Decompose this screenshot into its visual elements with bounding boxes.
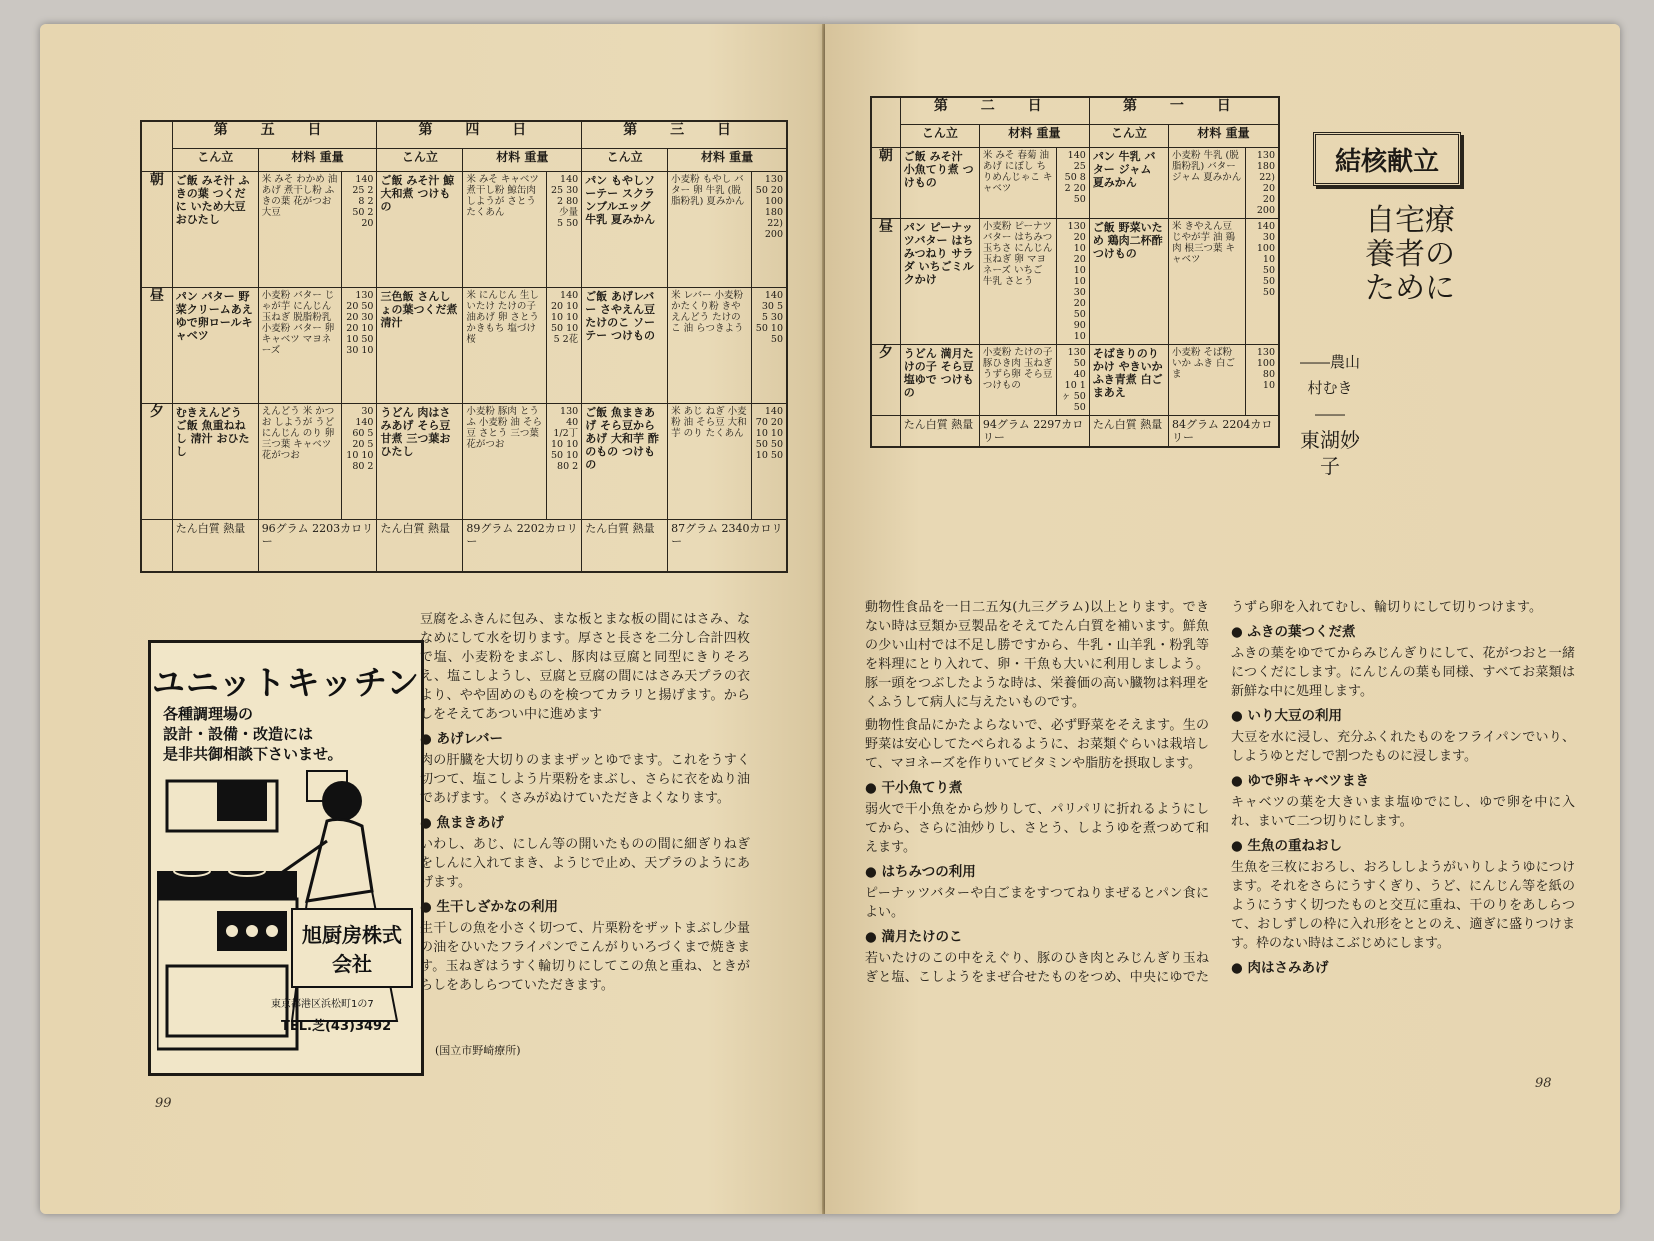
menu-row	[141, 172, 787, 288]
body-paragraph: キャベツの葉を大きいまま塩ゆでにし、ゆで卵を中に入れ、まいて二つ切りにします。	[1231, 795, 1575, 829]
col-dish-header: こん立	[172, 149, 258, 172]
ingredient-cell: 米 にんじん 生しいたけ たけの子 油あげ 卵 さとう かきもち 塩づけ桜	[463, 288, 547, 404]
ingredient-cell: えんどう 米 かつお しようが うど にんじん のり 卵 三つ葉 キャベツ 花がつお	[258, 404, 342, 520]
magazine-spread	[40, 24, 1620, 1224]
day-header: 第 三 日	[582, 121, 787, 149]
page-number: 98	[1535, 1076, 1552, 1091]
amount-cell: 30 140 60 5 20 5 10 10 80 2	[342, 404, 377, 520]
menu-body	[871, 148, 1279, 448]
ad-line: 是非共御相談下さいませ。	[163, 745, 343, 763]
meal-label: 昼	[871, 219, 900, 345]
dish-cell: ご飯 野菜いため 鶏肉二杯酢 つけもの	[1089, 219, 1168, 345]
ingredient-cell: 米 レバー 小麦粉 かたくり粉 きやえんどう たけのこ 油 らつきよう	[668, 288, 752, 404]
recipe-text-right	[865, 598, 1575, 1028]
nutrition-blank	[141, 520, 172, 572]
meal-label: 朝	[141, 172, 172, 288]
ad-company-name: 旭厨房株式会社	[291, 908, 413, 988]
nutrition-value: 96グラム 2203カロリー	[258, 520, 377, 572]
ingredient-cell: 小麦粉 そば粉 いか ふき 白ごま	[1168, 345, 1245, 416]
nutrition-value: 94グラム 2297カロリー	[979, 416, 1089, 448]
menu-row	[871, 148, 1279, 219]
ad-title: ユニットキッチン	[151, 663, 421, 702]
article-title: 自宅療養者のために	[1365, 203, 1455, 306]
amount-cell: 130 20 10 20 10 10 30 20 50 90 10	[1057, 219, 1090, 345]
amount-cell: 130 100 80 10	[1246, 345, 1279, 416]
nutrition-label: たん白質 熱量	[582, 520, 668, 572]
col-dish-header: こん立	[900, 125, 979, 148]
recipe-heading: ● 肉はさみあげ	[1231, 960, 1329, 976]
nutrition-label: たん白質 熱量	[1089, 416, 1168, 448]
recipe-heading: ● あげレバー	[420, 731, 504, 747]
body-paragraph: 生干しの魚を小さく切つて、片栗粉をザットまぶし少量の油をひいたフライパンでこんがりいろづくまで焼きます。玉ねぎはうすく輪切りにしてこの魚と重ね、ときがらしをあしらつていただきます。	[420, 921, 750, 993]
nutrition-label: たん白質 熱量	[377, 520, 463, 572]
menu-table-days-2-1	[870, 96, 1280, 448]
nutrition-label: たん白質 熱量	[172, 520, 258, 572]
col-ingredient-header: 材料 重量	[1168, 125, 1279, 148]
body-paragraph: ピーナッツバターや白ごまをすつてねりまぜるとパン食によい。	[865, 886, 1209, 920]
ad-telephone: TEL.芝(43)3492	[281, 1019, 392, 1034]
day-header: 第 二 日	[900, 97, 1089, 125]
menu-table-days-5-3	[140, 120, 788, 573]
dish-cell: パン 牛乳 バター ジャム 夏みかん	[1089, 148, 1168, 219]
menu-row	[141, 288, 787, 404]
body-paragraph: 生魚を三枚におろし、おろししようがいりしようゆにつけます。それをさらにうすくぎり、うど、にんじん等を紙のようにうすく切つたものと交互に重ね、干のりをあしらつて、おしずしの枠に入れ形をととのえ、適ぎに盛りつけます。枠のない時はこぶじめにします。	[1231, 860, 1575, 951]
amount-cell: 140 25 30 2 80 少量 5 50	[547, 172, 582, 288]
dish-cell: ご飯 魚まきあげ そら豆からあげ 大和芋 酢のもの つけもの	[582, 404, 668, 520]
ad-line: 各種調理場の	[163, 705, 254, 723]
body-paragraph: 動物性食品を一日二五匁(九三グラム)以上とります。できない時は豆類か豆製品をそえてたん白質を補います。鮮魚の少い山村では不足し勝ですから、牛乳・山羊乳・粉乳等を料理にとり入れて、卵・干魚も大いに利用しましよう。豚一頭をつぶしたような時は、栄養価の高い臓物は料理をくふうして病人に与えたいものです。	[865, 600, 1209, 710]
dish-cell: パン ピーナッツバター はちみつねり サラダ いちごミルクかけ	[900, 219, 979, 345]
menu-row	[871, 345, 1279, 416]
amount-cell: 140 25 2 8 2 50 2 20	[342, 172, 377, 288]
col-ingredient-header: 材料 重量	[463, 149, 582, 172]
dish-cell: むきえんどう ご飯 魚重ねねし 清汁 おひたし	[172, 404, 258, 520]
right-page	[825, 24, 1620, 1214]
dish-cell: パン バター 野菜クリームあえ ゆで卵ロールキャベツ	[172, 288, 258, 404]
body-paragraph: 若いたけのこの中をえぐり、豚のひき肉とみじんぎり玉ねぎと塩、こしようをまぜ合せたものをつめ、中央にゆでたうずら卵を入れてむし、輪切りにして切りつけます。	[865, 600, 1542, 985]
amount-cell: 140 20 10 10 10 50 10 5 2花	[547, 288, 582, 404]
recipe-heading: ● 生魚の重ねおし	[1231, 838, 1342, 854]
recipe-heading: ● 魚まきあげ	[420, 815, 504, 831]
amount-cell: 140 30 100 10 50 50 50	[1246, 219, 1279, 345]
meal-header-blank	[871, 97, 900, 148]
recipe-heading: ● 満月たけのこ	[865, 929, 963, 945]
amount-cell: 130 50 40 10 1ヶ 50 50	[1057, 345, 1090, 416]
menu-row	[141, 404, 787, 520]
ingredient-cell: 小麦粉 もやし バター 卵 牛乳 (脱脂粉乳) 夏みかん	[668, 172, 752, 288]
nutrition-label: たん白質 熱量	[900, 416, 979, 448]
menu-body	[141, 172, 787, 572]
meal-header-blank	[141, 121, 172, 172]
recipe-heading: ● ゆで卵キャベツまき	[1231, 773, 1369, 789]
body-paragraph: 肉の肝臓を大切りのままザッとゆでます。これをうすく切つて、塩こしよう片栗粉をまぶし、さらに衣をぬり油であげます。くさみがぬけていただきよくなります。	[420, 753, 750, 806]
menu-row	[871, 219, 1279, 345]
day-header: 第 五 日	[172, 121, 377, 149]
col-dish-header: こん立	[377, 149, 463, 172]
body-paragraph: ふきの葉をゆでてからみじんぎりにして、花がつおと一緒につくだにします。にんじんの葉も同様、すべてお菜類は新鮮な中に処理します。	[1231, 646, 1575, 699]
col-ingredient-header: 材料 重量	[258, 149, 377, 172]
ingredient-cell: 米 きやえん豆 じやが芋 油 鶏肉 根三つ葉 キャベツ	[1168, 219, 1245, 345]
amount-cell: 130 50 20 100 180 22) 200	[751, 172, 787, 288]
day-header: 第 一 日	[1089, 97, 1279, 125]
nutrition-value: 87グラム 2340カロリー	[668, 520, 787, 572]
ingredient-cell: 小麦粉 牛乳 (脱脂粉乳) バター ジャム 夏みかん	[1168, 148, 1245, 219]
dish-cell: ご飯 みそ汁 鯨大和煮 つけもの	[377, 172, 463, 288]
col-dish-header: こん立	[582, 149, 668, 172]
col-ingredient-header: 材料 重量	[668, 149, 787, 172]
dish-cell: ご飯 みそ汁 ふきの葉 つくだに いため大豆 おひたし	[172, 172, 258, 288]
dish-cell: ご飯 みそ汁 小魚てり煮 つけもの	[900, 148, 979, 219]
author-name: 東湖妙子	[1300, 428, 1360, 478]
meal-label: 夕	[871, 345, 900, 416]
col-dish-header: こん立	[1089, 125, 1168, 148]
meal-label: 夕	[141, 404, 172, 520]
ad-address: 東京都港区浜松町1の7	[271, 999, 374, 1010]
dish-cell: そばきりのりかけ やきいか ふき青煮 白ごまあえ	[1089, 345, 1168, 416]
amount-cell: 140 25 50 8 2 20 50	[1057, 148, 1090, 219]
nutrition-row	[141, 520, 787, 572]
body-paragraph: 弱火で干小魚をから炒りして、パリパリに折れるようにしてから、さらに油炒りし、さとう、しようゆを煮つめて和えます。	[865, 802, 1209, 855]
advertisement	[148, 640, 424, 1076]
nutrition-value: 84グラム 2204カロリー	[1168, 416, 1279, 448]
author-subtitle: ――農山村むき――	[1299, 353, 1360, 423]
day-header: 第 四 日	[377, 121, 582, 149]
body-paragraph: 豆腐をふきんに包み、まな板とまな板の間にはさみ、ななめにして水を切ります。厚さと長さを二分し合計四枚で塩、小麦粉をまぶし、豚肉は豆腐と同型にきりそろえ、塩こしようし、豆腐と豆腐の間にはさみ天プラの衣より、やや固めのものを検つてカラリと揚げます。からしをそえてあつい中に進めます	[420, 612, 750, 722]
dish-cell: パン もやしソーテー スクランブルエッグ 牛乳 夏みかん	[582, 172, 668, 288]
recipe-text-left	[420, 610, 750, 1110]
ingredient-cell: 小麦粉 ピーナツバター はちみつ 玉ちさ にんじん 玉ねぎ 卵 マヨネーズ いちご 牛乳 さとう	[979, 219, 1056, 345]
ingredient-cell: 米 あじ ねぎ 小麦粉 油 そら豆 大和芋 のり たくあん	[668, 404, 752, 520]
body-paragraph: いわし、あじ、にしん等の開いたものの間に細ぎりねぎをしんに入れてまき、ようじで止め、天プラのようにあげます。	[420, 837, 750, 890]
body-paragraph: 動物性食品にかたよらないで、必ず野菜をそえます。生の野菜は安心してたべられるように、お菜類ぐらいは栽培して、マヨネーズを作りいてビタミンや脂肪を摂取します。	[865, 718, 1209, 771]
ingredient-cell: 小麦粉 豚肉 とうふ 小麦粉 油 そら豆 さとう 三つ葉 花がつお	[463, 404, 547, 520]
series-title: 結核献立	[1313, 132, 1461, 186]
nutrition-value: 89グラム 2202カロリー	[463, 520, 582, 572]
ingredient-cell: 米 みそ わかめ 油あげ 煮干し粉 ふきの葉 花がつお 大豆	[258, 172, 342, 288]
recipe-heading: ● はちみつの利用	[865, 864, 976, 880]
amount-cell: 140 30 5 5 30 50 10 50	[751, 288, 787, 404]
recipe-heading: ● ふきの葉つくだ煮	[1231, 624, 1356, 640]
ad-line: 設計・設備・改造には	[163, 725, 314, 743]
ingredient-cell: 米 みそ 春菊 油あげ にぼし ちりめんじゃこ キャベツ	[979, 148, 1056, 219]
meal-label: 朝	[871, 148, 900, 219]
ingredient-cell: 小麦粉 たけの子 豚ひき肉 玉ねぎ うずら卵 そら豆 つけもの	[979, 345, 1056, 416]
dish-cell: うどん 満月たけの子 そら豆塩ゆで つけもの	[900, 345, 979, 416]
ingredient-cell: 小麦粉 バター じゃが芋 にんじん 玉ねぎ 脱脂粉乳 小麦粉 バター 卵 キャベツ マヨネーズ	[258, 288, 342, 404]
ingredient-cell: 米 みそ キャベツ 煮干し粉 鯨缶肉 しようが さとう たくあん	[463, 172, 547, 288]
meal-label: 昼	[141, 288, 172, 404]
amount-cell: 130 20 50 20 30 20 10 10 50 30 10	[342, 288, 377, 404]
left-page	[40, 24, 825, 1214]
col-ingredient-header: 材料 重量	[979, 125, 1089, 148]
amount-cell: 140 70 20 10 10 50 50 10 50	[751, 404, 787, 520]
dish-cell: うどん 肉はさみあげ そら豆甘煮 三つ葉おひたし	[377, 404, 463, 520]
dish-cell: 三色飯 さんしょの葉つくだ煮 清汁	[377, 288, 463, 404]
nutrition-blank	[871, 416, 900, 448]
dish-cell: ご飯 あげレバー さやえん豆 たけのこ ソーテー つけもの	[582, 288, 668, 404]
recipe-heading: ● 干小魚てり煮	[865, 780, 963, 796]
amount-cell: 130 40 1/2丁 10 10 50 10 80 2	[547, 404, 582, 520]
body-paragraph: 大豆を水に浸し、充分ふくれたものをフライパンでいり、しようゆとだしで割つたものに浸します。	[1231, 730, 1575, 764]
amount-cell: 130 180 22) 20 20 200	[1246, 148, 1279, 219]
credit: (国立市野崎療所)	[435, 1044, 521, 1057]
article-author	[1295, 349, 1365, 479]
nutrition-row	[871, 416, 1279, 448]
recipe-heading: ● いり大豆の利用	[1231, 708, 1342, 724]
page-number: 99	[155, 1096, 172, 1111]
recipe-heading: ● 生干しざかなの利用	[420, 899, 558, 915]
